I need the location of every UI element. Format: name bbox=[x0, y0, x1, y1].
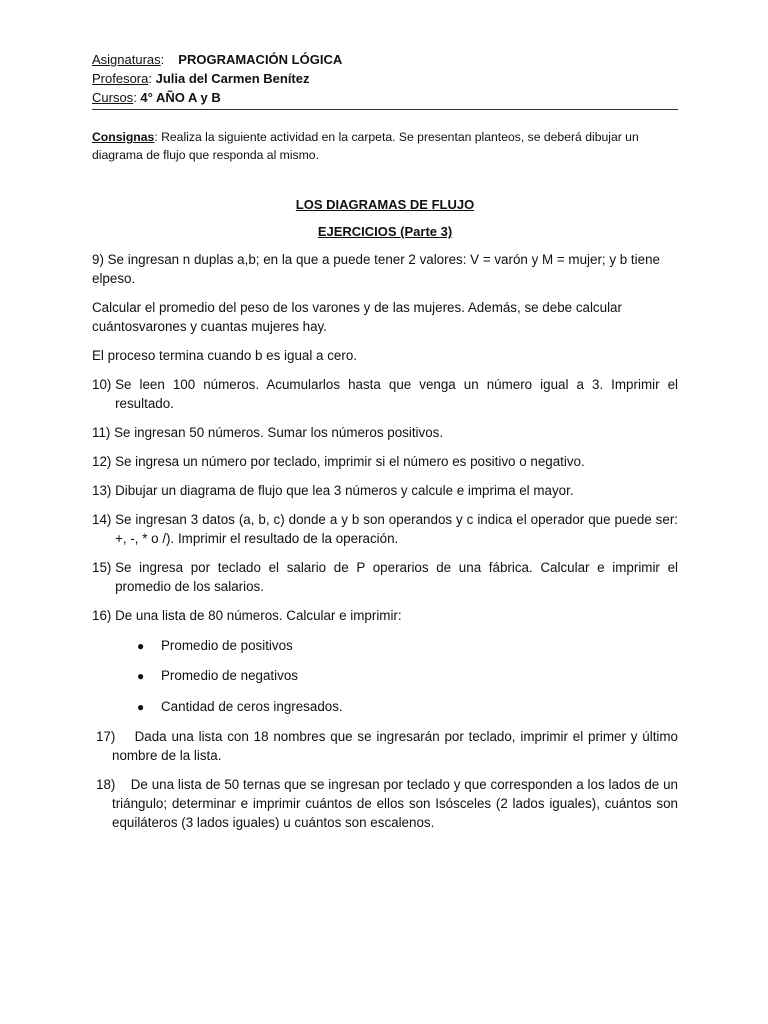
exercise-text: Se ingresa por teclado el salario de P operarios de una fábrica. Calcular e imprimir el promedio de los salarios. bbox=[115, 560, 678, 594]
exercise-item bbox=[92, 375, 678, 413]
courses-value: 4° AÑO A y B bbox=[140, 90, 221, 105]
exercise-item bbox=[92, 558, 678, 596]
teacher-label: Profesora bbox=[92, 71, 149, 86]
exercise-number: 16) bbox=[92, 608, 116, 623]
exercise-item bbox=[92, 481, 678, 500]
bullet-text: Promedio de positivos bbox=[161, 637, 293, 653]
bullet-item bbox=[92, 636, 678, 656]
bullet-text: Promedio de negativos bbox=[161, 668, 298, 683]
exercise-9-condition: El proceso termina cuando b es igual a cero. bbox=[92, 348, 357, 363]
exercise-item bbox=[92, 510, 678, 548]
document-page bbox=[92, 50, 682, 832]
exercise-number: 11) bbox=[92, 425, 115, 440]
teacher-value: Julia del Carmen Benítez bbox=[155, 71, 310, 86]
exercise-text: Se ingresa un número por teclado, imprimir si el número es positivo o negativo. bbox=[115, 454, 585, 469]
exercise-number: 13) bbox=[92, 483, 116, 498]
exercise-item bbox=[92, 423, 678, 442]
exercise-9-statement: 9) Se ingresan n duplas a,b; en la que a puede tener 2 valores: V = varón y M = mujer; y b tiene elpeso. bbox=[92, 252, 660, 286]
exercise-number: 15) bbox=[92, 560, 116, 575]
header-courses: Cursos: 4° AÑO A y B bbox=[92, 90, 221, 105]
exercise-text: De una lista de 80 números. Calcular e imprimir: bbox=[115, 608, 402, 623]
exercise-text: Se leen 100 números. Acumularlos hasta que venga un número igual a 3. Imprimir el resultado. bbox=[115, 377, 678, 411]
document-title: LOS DIAGRAMAS DE FLUJO bbox=[295, 197, 475, 212]
bullet-item bbox=[92, 697, 678, 717]
exercise-18: 18) De una lista de 50 ternas que se ingresan por teclado y que corresponden a los lados de un triángulo; determinar e imprimir cuántos de ellos son Isósceles (2 lados iguales), cuántos son equiláteros (3 lados iguales) u cuántos son escalenos. bbox=[96, 776, 682, 830]
exercise-17: 17) Dada una lista con 18 nombres que se ingresarán por teclado, imprimir el primer y último nombre de la lista. bbox=[96, 728, 682, 763]
bullet-icon: ● bbox=[137, 669, 145, 683]
header-divider bbox=[92, 109, 678, 110]
instructions-label: Consignas bbox=[92, 130, 155, 144]
exercise-9-task: Calcular el promedio del peso de los varones y de las mujeres. Además, se debe calcular cuántosvarones y cuantas mujeres hay. bbox=[92, 300, 622, 334]
exercise-text: Se ingresan 50 números. Sumar los números positivos. bbox=[114, 425, 444, 440]
exercise-item bbox=[92, 606, 678, 625]
bullet-text: Cantidad de ceros ingresados. bbox=[161, 698, 343, 714]
instructions bbox=[92, 128, 678, 164]
subject-label: Asignaturas bbox=[92, 52, 161, 67]
document-subtitle: EJERCICIOS (Parte 3) bbox=[317, 224, 453, 239]
exercise-item bbox=[92, 452, 678, 471]
bullet-icon: ● bbox=[137, 699, 145, 714]
exercise-number: 10) bbox=[92, 377, 116, 392]
bullet-icon: ● bbox=[137, 638, 145, 653]
subject-value: PROGRAMACIÓN LÓGICA bbox=[178, 52, 343, 67]
instructions-text: : Realiza la siguiente actividad en la carpeta. Se presentan planteos, se deberá dibujar un diagrama de flujo que responda al mismo. bbox=[92, 130, 639, 162]
courses-label: Cursos bbox=[92, 90, 134, 105]
exercise-number: 14) bbox=[92, 512, 116, 527]
exercise-number: 12) bbox=[92, 454, 116, 469]
bullet-item bbox=[92, 666, 678, 686]
header-subject: Asignaturas: PROGRAMACIÓN LÓGICA bbox=[92, 52, 343, 67]
header-teacher: Profesora: Julia del Carmen Benítez bbox=[92, 71, 310, 86]
exercise-text: Dibujar un diagrama de flujo que lea 3 números y calcule e imprima el mayor. bbox=[115, 483, 574, 498]
exercise-text: Se ingresan 3 datos (a, b, c) donde a y b son operandos y c indica el operador que puede ser: +, -, * o /). Imprimir el resultado de la operación. bbox=[115, 512, 678, 546]
